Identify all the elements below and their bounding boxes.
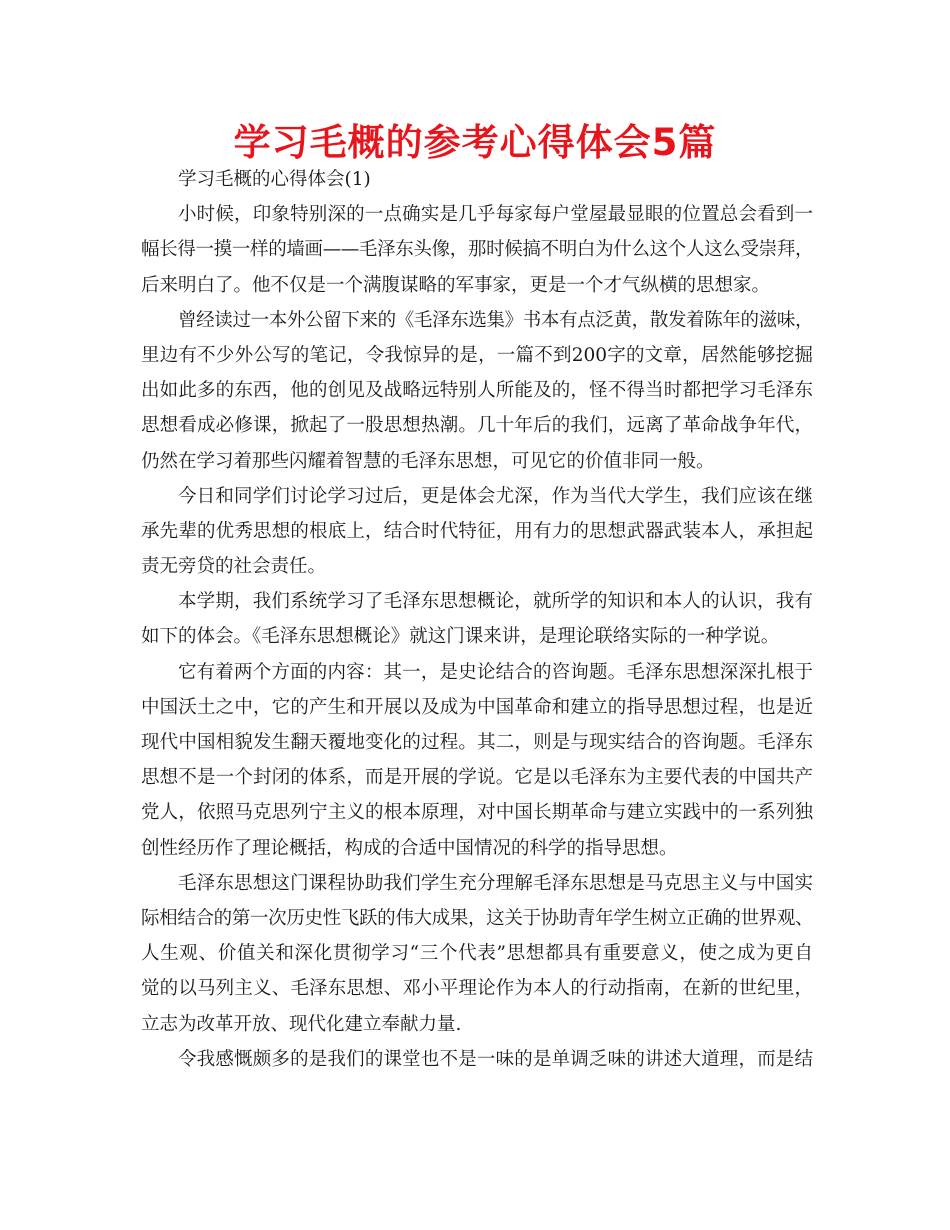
paragraph-line: 它有着两个方面的内容：其一，是史论结合的咨询题。毛泽东思想深深扎根于 (178, 661, 813, 683)
paragraph (141, 655, 813, 866)
section-heading (141, 162, 813, 197)
paragraph-line: 仍然在学习着那些闪耀着智慧的毛泽东思想，可见它的价值非同一般。 (141, 450, 715, 472)
paragraph (141, 866, 813, 1042)
paragraph (141, 1042, 813, 1077)
paragraph-line: 令我感慨颇多的是我们的课堂也不是一味的是单调乏味的讲述大道理，而是结 (178, 1048, 813, 1070)
document-title: 学习毛概的参考心得体会5篇 (233, 121, 717, 164)
paragraph-line: 毛泽东思想这门课程协助我们学生充分理解毛泽东思想是马克思主义与中国实 (178, 872, 813, 894)
paragraph (141, 479, 813, 585)
paragraph-line: 党人，依照马克思列宁主义的根本原理，对中国长期革命与建立实践中的一系列独 (141, 802, 813, 824)
paragraph-line: 今日和同学们讨论学习过后，更是体会尤深，作为当代大学生，我们应该在继 (178, 485, 813, 507)
paragraph (141, 584, 813, 654)
paragraph-line: 出如此多的东西，他的创见及战略远特别人所能及的，怪不得当时都把学习毛泽东 (141, 380, 813, 402)
paragraph-line: 承先辈的优秀思想的根底上，结合时代特征，用有力的思想武器武装本人，承担起 (141, 520, 813, 542)
paragraph (141, 197, 813, 303)
heading-line: 学习毛概的心得体会(1) (178, 169, 371, 190)
paragraph-line: 本学期，我们系统学习了毛泽东思想概论，就所学的知识和本人的认识，我有 (178, 591, 813, 613)
paragraph-line: 里边有不少外公写的笔记，令我惊异的是，一篇不到200字的文章，居然能够挖掘 (141, 344, 813, 366)
paragraph-line: 中国沃土之中，它的产生和开展以及成为中国革命和建立的指导思想过程，也是近 (141, 696, 813, 718)
paragraph-line: 责无旁贷的社会责任。 (141, 556, 327, 578)
paragraph (141, 303, 813, 479)
paragraph-line: 如下的体会。《毛泽东思想概论》就这门课来讲，是理论联络实际的一种学说。 (141, 626, 780, 648)
paragraph-line: 曾经读过一本外公留下来的《毛泽东选集》书本有点泛黄，散发着陈年的滋味， (178, 309, 813, 331)
paragraph-line: 人生观、价值关和深化贯彻学习“三个代表”思想都具有重要意义，使之成为更自 (141, 943, 813, 965)
paragraph-line: 后来明白了。他不仅是一个满腹谋略的军事家，更是一个才气纵横的思想家。 (141, 274, 771, 296)
paragraph-line: 立志为改革开放、现代化建立奉献力量. (141, 1013, 462, 1035)
paragraph-line: 现代中国相貌发生翻天覆地变化的过程。其二，则是与现实结合的咨询题。毛泽东 (141, 732, 813, 753)
paragraph-line: 创性经历作了理论概括，构成的合适中国情况的科学的指导思想。 (141, 837, 678, 859)
document-body (141, 162, 813, 1077)
paragraph-line: 幅长得一摸一样的墙画——毛泽东头像，那时候搞不明白为什么这个人这么受崇拜， (141, 239, 813, 261)
paragraph-line: 小时候，印象特别深的一点确实是几乎每家每户堂屋最显眼的位置总会看到一 (178, 204, 813, 226)
paragraph-line: 际相结合的第一次历史性飞跃的伟大成果，这关于协助青年学生树立正确的世界观、 (141, 907, 813, 929)
paragraph-line: 思想不是一个封闭的体系，而是开展的学说。它是以毛泽东为主要代表的中国共产 (141, 767, 813, 789)
paragraph-line: 觉的以马列主义、毛泽东思想、邓小平理论作为本人的行动指南，在新的世纪里， (141, 978, 813, 1000)
paragraph-line: 思想看成必修课，掀起了一股思想热潮。几十年后的我们，远离了革命战争年代， (141, 415, 813, 437)
